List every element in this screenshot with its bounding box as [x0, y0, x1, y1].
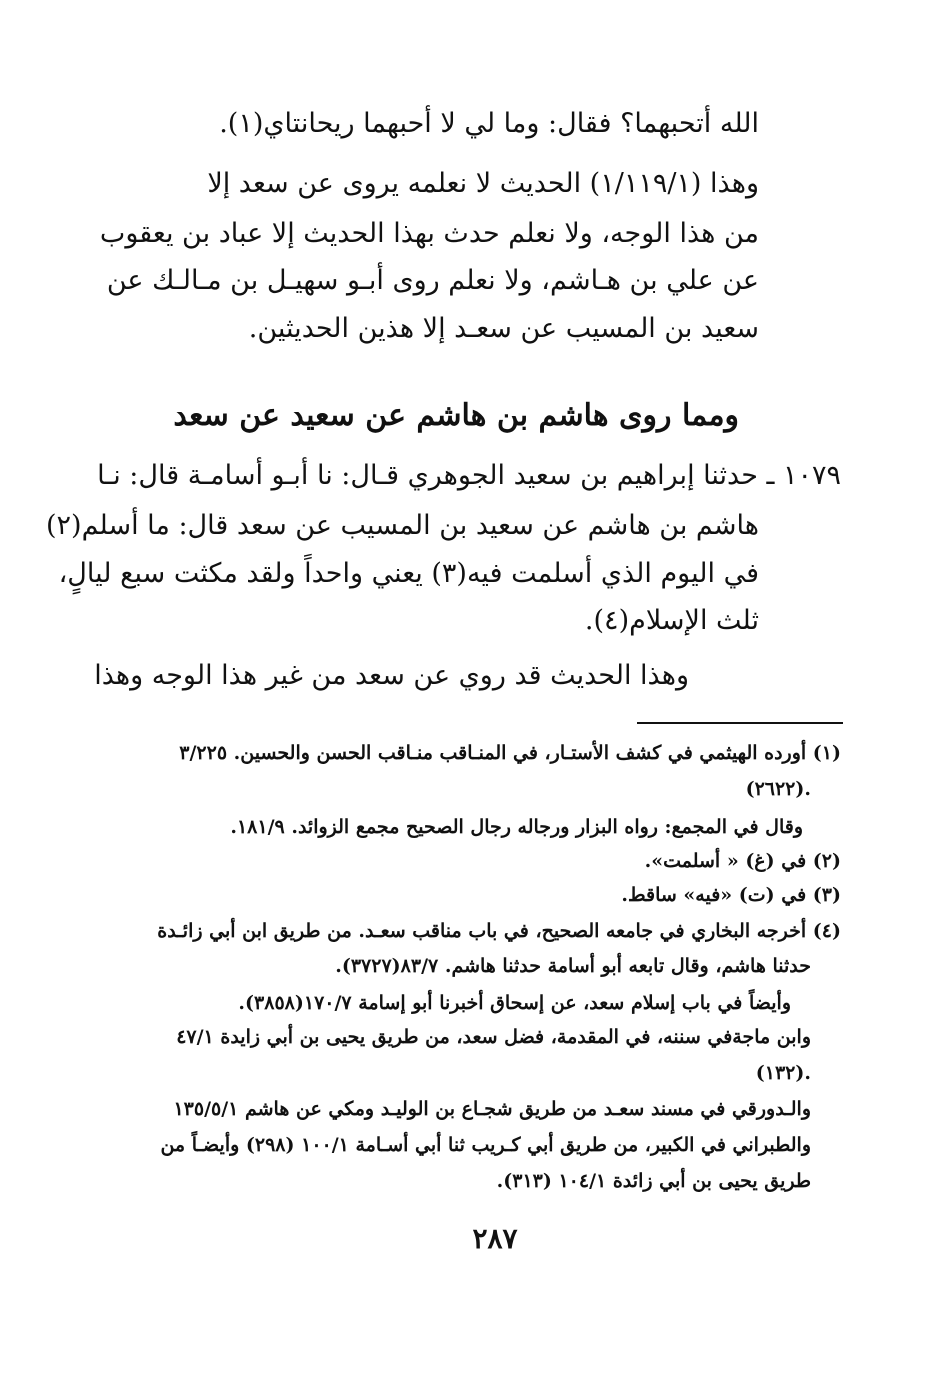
page-number: ٢٨٧	[472, 1222, 518, 1255]
hadith-line: ثلث الإسلام(٤).	[584, 605, 759, 636]
footnote-line: (١) أورده الهيثمي في كشف الأستـار، في المنـاقب منـاقب الحسن والحسين. ٣/٢٢٥	[179, 742, 841, 764]
footnote-line: وأيضاً في باب إسلام سعد، عن إسحاق أخبرنا أبو إسامة ١٧٠/٧(٣٨٥٨).	[238, 992, 791, 1014]
footnote-line: والطبراني في الكبير، من طريق أبي كـريب ثنا أبي أسـامة ١٠٠/١ (٢٩٨) وأيضـاً من	[160, 1134, 811, 1156]
footnote-line: وقال في المجمع: رواه البزار ورجاله رجال الصحيح مجمع الزوائد. ١٨١/٩.	[230, 816, 803, 838]
main-line: وهذا (١/١١٩/١) الحديث لا نعلمه يروى عن سعد إلا	[207, 168, 759, 199]
main-line: عن علي بن هـاشم، ولا نعلم روى أبـو سهيـل بن مـالـك عن	[106, 265, 759, 296]
footnote-line: حدثنا هاشم، وقال تابعه أبو أسامة حدثنا هاشم. ٨٣/٧(٣٧٢٧).	[335, 955, 811, 977]
footnote-line: وابن ماجةفي سننه، في المقدمة، فضل سعد، من طريق يحيى بن أبي زايدة ٤٧/١	[176, 1026, 811, 1048]
footnote-line: (٢٦٢٢).	[745, 778, 811, 800]
hadith-line: ١٠٧٩ ـ حدثنا إبراهيم بن سعيد الجوهري قـال: نا أبـو أسامـة قال: نـا	[97, 460, 841, 491]
hadith-line: هاشم بن هاشم عن سعيد بن المسيب عن سعد قال: ما أسلم(٢)	[45, 510, 759, 541]
section-heading: ومما روى هاشم بن هاشم عن سعيد عن سعد	[173, 398, 739, 433]
main-line: الله أتحبهما؟ فقال: وما لي لا أحبهما ريحانتاي(١).	[219, 108, 759, 139]
main-line: من هذا الوجه، ولا نعلم حدث بهذا الحديث إلا عباد بن يعقوب	[99, 218, 759, 249]
footnote-divider	[637, 722, 843, 724]
footnote-line: (٣) في (ت) «فيه» ساقط.	[621, 884, 841, 906]
footnote-line: والـدورقي في مسند سعـد من طريق شجـاع بن الوليـد ومكي عن هاشم ١٣٥/٥/١	[173, 1098, 811, 1120]
footnote-line: طريق يحيى بن أبي زائدة ١٠٤/١ (٣١٣).	[496, 1170, 811, 1192]
footnote-line: (٤) أخرجه البخاري في جامعه الصحيح، في باب مناقب سعـد. من طريق ابن أبي زائـدة	[157, 920, 841, 942]
hadith-line: وهذا الحديث قد روي عن سعد من غير هذا الوجه وهذا	[94, 660, 689, 691]
footnote-line: (٢) في (غ) « أسلمت».	[644, 850, 841, 872]
hadith-line: في اليوم الذي أسلمت فيه(٣) يعني واحداً ولقد مكثت سبع ليالٍ،	[58, 558, 759, 589]
footnote-line: (١٣٢).	[755, 1062, 811, 1084]
main-line: سعيد بن المسيب عن سعـد إلا هذين الحديثين.	[248, 313, 759, 344]
